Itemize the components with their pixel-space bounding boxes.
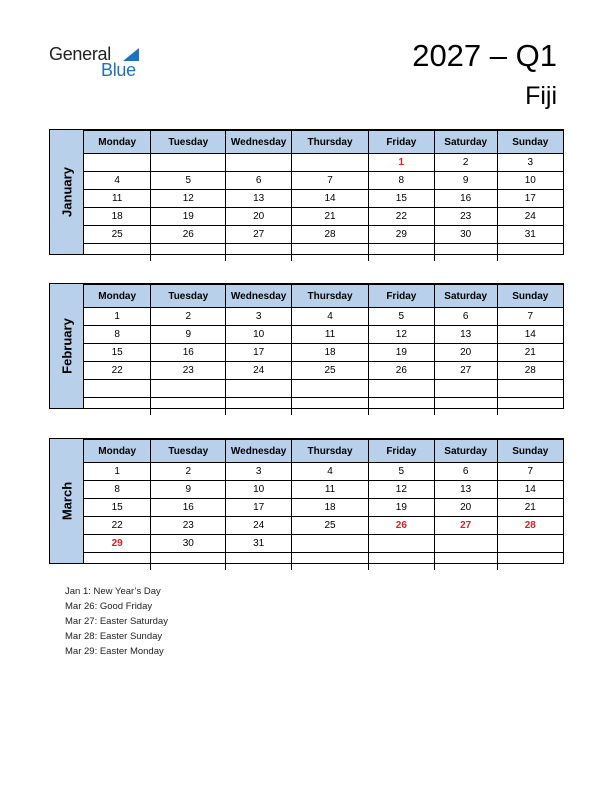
weekday-header: Wednesday xyxy=(226,285,292,308)
day-cell: 7 xyxy=(292,172,369,190)
day-cell: 24 xyxy=(226,362,292,380)
weekday-header: Saturday xyxy=(434,131,497,154)
day-cell: 26 xyxy=(151,226,226,244)
holiday-entry: Mar 28: Easter Sunday xyxy=(65,631,163,642)
day-cell: 11 xyxy=(292,481,369,499)
day-cell: 14 xyxy=(497,326,563,344)
week-row xyxy=(84,380,563,398)
day-cell: 30 xyxy=(434,226,497,244)
day-cell: 29 xyxy=(84,535,151,553)
empty-day-cell xyxy=(84,553,151,571)
day-cell: 31 xyxy=(497,226,563,244)
empty-day-cell xyxy=(497,535,563,553)
day-cell: 25 xyxy=(292,517,369,535)
day-cell: 17 xyxy=(226,499,292,517)
day-cell: 4 xyxy=(84,172,151,190)
day-cell: 30 xyxy=(151,535,226,553)
day-cell: 11 xyxy=(84,190,151,208)
day-cell: 2 xyxy=(151,463,226,481)
day-cell: 28 xyxy=(497,517,563,535)
calendar-table xyxy=(84,130,563,261)
week-row xyxy=(84,517,563,535)
month-february xyxy=(49,283,564,409)
day-cell: 4 xyxy=(292,463,369,481)
week-row xyxy=(84,553,563,571)
page-title: 2027 – Q1 xyxy=(412,38,557,73)
empty-day-cell xyxy=(497,553,563,571)
calendar-table xyxy=(84,284,563,415)
day-cell: 3 xyxy=(226,308,292,326)
day-cell: 23 xyxy=(151,362,226,380)
day-cell: 24 xyxy=(497,208,563,226)
weekday-header: Sunday xyxy=(497,285,563,308)
empty-day-cell xyxy=(151,244,226,262)
day-cell: 18 xyxy=(84,208,151,226)
day-cell: 5 xyxy=(368,463,434,481)
empty-day-cell xyxy=(434,398,497,416)
day-cell: 14 xyxy=(292,190,369,208)
empty-day-cell xyxy=(151,380,226,398)
day-cell: 1 xyxy=(368,154,434,172)
day-cell: 12 xyxy=(368,481,434,499)
month-january xyxy=(49,129,564,255)
day-cell: 27 xyxy=(434,517,497,535)
day-cell: 31 xyxy=(226,535,292,553)
day-cell: 22 xyxy=(368,208,434,226)
empty-day-cell xyxy=(434,535,497,553)
weekday-header: Saturday xyxy=(434,440,497,463)
weekday-header: Tuesday xyxy=(151,285,226,308)
day-cell: 3 xyxy=(226,463,292,481)
month-label-panel xyxy=(50,439,84,563)
empty-day-cell xyxy=(84,154,151,172)
day-cell: 6 xyxy=(226,172,292,190)
day-cell: 1 xyxy=(84,463,151,481)
holiday-entry: Mar 27: Easter Saturday xyxy=(65,616,168,627)
week-row xyxy=(84,463,563,481)
empty-day-cell xyxy=(368,535,434,553)
day-cell: 29 xyxy=(368,226,434,244)
day-cell: 25 xyxy=(84,226,151,244)
day-cell: 19 xyxy=(368,499,434,517)
country-name: Fiji xyxy=(525,82,557,110)
day-cell: 25 xyxy=(292,362,369,380)
weekday-header-row xyxy=(84,440,563,463)
day-cell: 23 xyxy=(434,208,497,226)
weekday-header: Monday xyxy=(84,131,151,154)
weekday-header: Thursday xyxy=(292,440,369,463)
month-label: March xyxy=(59,481,74,521)
day-cell: 10 xyxy=(226,326,292,344)
week-row xyxy=(84,326,563,344)
day-cell: 13 xyxy=(434,481,497,499)
day-cell: 27 xyxy=(226,226,292,244)
empty-day-cell xyxy=(226,244,292,262)
week-row xyxy=(84,499,563,517)
month-label-panel xyxy=(50,284,84,408)
empty-day-cell xyxy=(368,553,434,571)
logo xyxy=(49,44,149,84)
day-cell: 13 xyxy=(226,190,292,208)
day-cell: 9 xyxy=(434,172,497,190)
weekday-header: Friday xyxy=(368,131,434,154)
day-cell: 13 xyxy=(434,326,497,344)
day-cell: 10 xyxy=(497,172,563,190)
empty-day-cell xyxy=(292,553,369,571)
calendar-table xyxy=(84,439,563,570)
day-cell: 22 xyxy=(84,517,151,535)
weekday-header: Sunday xyxy=(497,131,563,154)
day-cell: 21 xyxy=(292,208,369,226)
week-row xyxy=(84,398,563,416)
weekday-header: Wednesday xyxy=(226,440,292,463)
logo-blue-text: Blue xyxy=(101,60,136,80)
day-cell: 15 xyxy=(84,344,151,362)
empty-day-cell xyxy=(84,398,151,416)
week-row xyxy=(84,208,563,226)
empty-day-cell xyxy=(226,553,292,571)
empty-day-cell xyxy=(368,398,434,416)
day-cell: 19 xyxy=(368,344,434,362)
day-cell: 6 xyxy=(434,308,497,326)
week-row xyxy=(84,190,563,208)
day-cell: 20 xyxy=(434,344,497,362)
day-cell: 7 xyxy=(497,463,563,481)
week-row xyxy=(84,535,563,553)
day-cell: 8 xyxy=(368,172,434,190)
weekday-header: Monday xyxy=(84,285,151,308)
empty-day-cell xyxy=(497,244,563,262)
empty-day-cell xyxy=(434,553,497,571)
empty-day-cell xyxy=(292,535,369,553)
weekday-header: Friday xyxy=(368,440,434,463)
week-row xyxy=(84,226,563,244)
weekday-header: Tuesday xyxy=(151,440,226,463)
day-cell: 21 xyxy=(497,499,563,517)
weekday-header: Saturday xyxy=(434,285,497,308)
day-cell: 20 xyxy=(434,499,497,517)
day-cell: 5 xyxy=(368,308,434,326)
day-cell: 12 xyxy=(151,190,226,208)
day-cell: 16 xyxy=(151,499,226,517)
day-cell: 8 xyxy=(84,481,151,499)
logo-general-text: General xyxy=(49,44,111,64)
day-cell: 19 xyxy=(151,208,226,226)
day-cell: 22 xyxy=(84,362,151,380)
week-row xyxy=(84,244,563,262)
empty-day-cell xyxy=(84,380,151,398)
day-cell: 23 xyxy=(151,517,226,535)
empty-day-cell xyxy=(292,380,369,398)
weekday-header: Thursday xyxy=(292,285,369,308)
empty-day-cell xyxy=(84,244,151,262)
week-row xyxy=(84,154,563,172)
day-cell: 2 xyxy=(434,154,497,172)
weekday-header: Wednesday xyxy=(226,131,292,154)
empty-day-cell xyxy=(292,154,369,172)
empty-day-cell xyxy=(292,244,369,262)
day-cell: 11 xyxy=(292,326,369,344)
empty-day-cell xyxy=(497,380,563,398)
weekday-header: Friday xyxy=(368,285,434,308)
month-label: February xyxy=(59,318,74,374)
empty-day-cell xyxy=(151,398,226,416)
day-cell: 5 xyxy=(151,172,226,190)
empty-day-cell xyxy=(497,398,563,416)
day-cell: 9 xyxy=(151,326,226,344)
holiday-list xyxy=(65,584,168,659)
day-cell: 17 xyxy=(497,190,563,208)
day-cell: 27 xyxy=(434,362,497,380)
day-cell: 26 xyxy=(368,517,434,535)
empty-day-cell xyxy=(226,398,292,416)
day-cell: 10 xyxy=(226,481,292,499)
day-cell: 26 xyxy=(368,362,434,380)
day-cell: 18 xyxy=(292,499,369,517)
day-cell: 20 xyxy=(226,208,292,226)
empty-day-cell xyxy=(434,244,497,262)
day-cell: 4 xyxy=(292,308,369,326)
empty-day-cell xyxy=(434,380,497,398)
empty-day-cell xyxy=(368,244,434,262)
day-cell: 14 xyxy=(497,481,563,499)
day-cell: 18 xyxy=(292,344,369,362)
week-row xyxy=(84,308,563,326)
weekday-header: Sunday xyxy=(497,440,563,463)
empty-day-cell xyxy=(226,154,292,172)
week-row xyxy=(84,481,563,499)
empty-day-cell xyxy=(292,398,369,416)
day-cell: 17 xyxy=(226,344,292,362)
empty-day-cell xyxy=(151,553,226,571)
day-cell: 15 xyxy=(368,190,434,208)
holiday-entry: Mar 29: Easter Monday xyxy=(65,646,164,657)
weekday-header-row xyxy=(84,285,563,308)
weekday-header: Thursday xyxy=(292,131,369,154)
day-cell: 7 xyxy=(497,308,563,326)
holiday-entry: Jan 1: New Year’s Day xyxy=(65,586,161,597)
weekday-header: Tuesday xyxy=(151,131,226,154)
day-cell: 28 xyxy=(292,226,369,244)
month-label: January xyxy=(59,167,74,217)
holiday-entry: Mar 26: Good Friday xyxy=(65,601,153,612)
day-cell: 28 xyxy=(497,362,563,380)
day-cell: 9 xyxy=(151,481,226,499)
week-row xyxy=(84,362,563,380)
weekday-header-row xyxy=(84,131,563,154)
empty-day-cell xyxy=(368,380,434,398)
day-cell: 3 xyxy=(497,154,563,172)
weekday-header: Monday xyxy=(84,440,151,463)
week-row xyxy=(84,344,563,362)
day-cell: 2 xyxy=(151,308,226,326)
empty-day-cell xyxy=(226,380,292,398)
day-cell: 21 xyxy=(497,344,563,362)
day-cell: 24 xyxy=(226,517,292,535)
day-cell: 16 xyxy=(151,344,226,362)
month-march xyxy=(49,438,564,564)
day-cell: 15 xyxy=(84,499,151,517)
day-cell: 8 xyxy=(84,326,151,344)
day-cell: 6 xyxy=(434,463,497,481)
empty-day-cell xyxy=(151,154,226,172)
week-row xyxy=(84,172,563,190)
month-label-panel xyxy=(50,130,84,254)
day-cell: 1 xyxy=(84,308,151,326)
day-cell: 12 xyxy=(368,326,434,344)
day-cell: 16 xyxy=(434,190,497,208)
